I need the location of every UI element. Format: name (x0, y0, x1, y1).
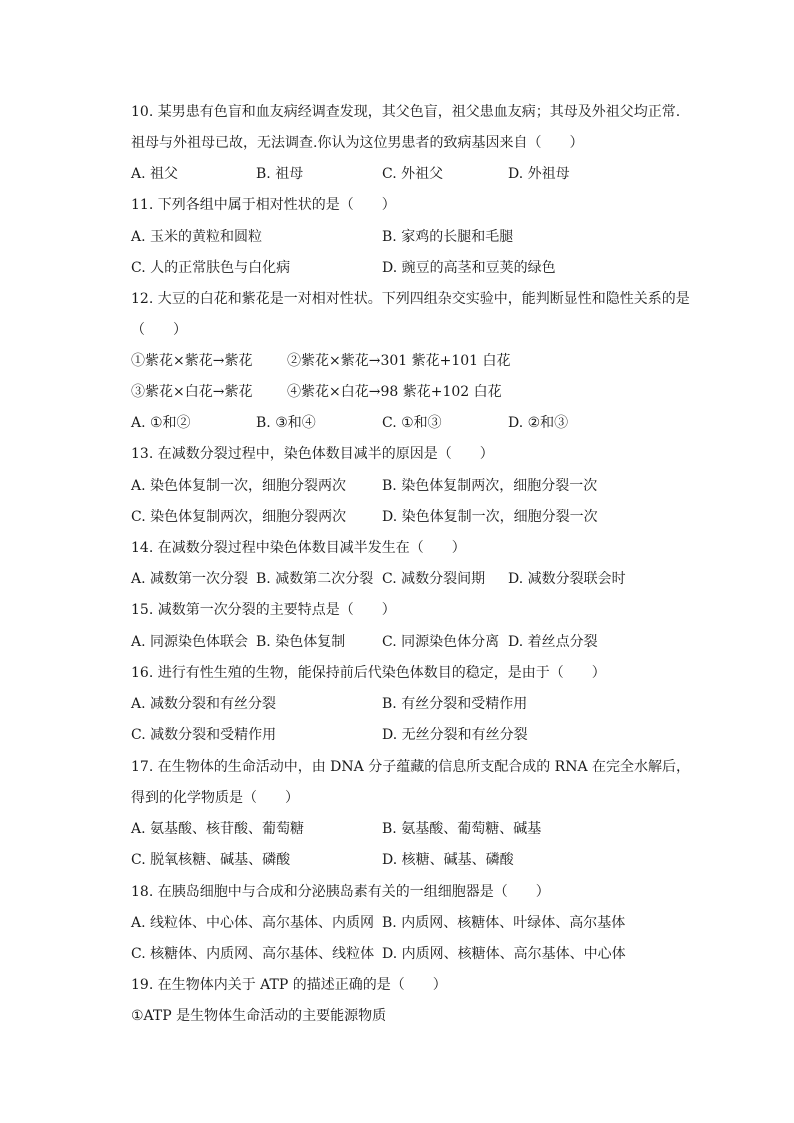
question-12-stem-cont: （ ） (131, 322, 187, 338)
question-18-option-d: D. 内质网、核糖体、高尔基体、中心体 (382, 946, 626, 962)
question-10-option-b: B. 祖母 (256, 166, 304, 182)
question-17-stem: 17. 在生物体的生命活动中，由 DNA 分子蕴藏的信息所支配合成的 RNA 在完全水解后， (131, 759, 690, 775)
question-10-stem: 10. 某男患有色盲和血友病经调查发现，其父色盲，祖父患血友病；其母及外祖父均正常. (131, 104, 681, 120)
question-10-option-d: D. 外祖母 (508, 166, 570, 182)
question-14-option-c: C. 减数分裂间期 (382, 571, 486, 587)
question-12-item-1: ①紫花×紫花→紫花 (131, 353, 253, 369)
question-15-option-d: D. 着丝点分裂 (508, 634, 598, 650)
question-15-option-b: B. 染色体复制 (256, 634, 346, 650)
question-18-option-a: A. 线粒体、中心体、高尔基体、内质网 (131, 915, 375, 931)
question-12-option-d: D. ②和③ (508, 415, 569, 431)
question-16-option-b: B. 有丝分裂和受精作用 (382, 696, 528, 712)
question-12-option-a: A. ①和② (131, 415, 191, 431)
question-15-option-a: A. 同源染色体联会 (131, 634, 249, 650)
question-16-option-d: D. 无丝分裂和有丝分裂 (382, 727, 528, 743)
question-11-option-c: C. 人的正常肤色与白化病 (131, 260, 291, 276)
question-17-option-c: C. 脱氧核糖、碱基、磷酸 (131, 852, 291, 868)
question-16-option-a: A. 减数分裂和有丝分裂 (131, 696, 277, 712)
question-15-option-c: C. 同源染色体分离 (382, 634, 500, 650)
question-18-stem: 18. 在胰岛细胞中与合成和分泌胰岛素有关的一组细胞器是（ ） (131, 884, 550, 900)
question-16-option-c: C. 减数分裂和受精作用 (131, 727, 277, 743)
question-19-stem: 19. 在生物体内关于 ATP 的描述正确的是（ ） (131, 977, 447, 993)
question-11-option-b: B. 家鸡的长腿和毛腿 (382, 229, 514, 245)
question-11-stem: 11. 下列各组中属于相对性状的是（ ） (131, 197, 396, 213)
question-14-stem: 14. 在减数分裂过程中染色体数目减半发生在（ ） (131, 540, 466, 556)
question-12-option-b: B. ③和④ (256, 415, 316, 431)
question-11-option-d: D. 豌豆的高茎和豆荚的绿色 (382, 260, 556, 276)
question-11-option-a: A. 玉米的黄粒和圆粒 (131, 229, 263, 245)
question-12-item-3: ③紫花×白花→紫花 (131, 384, 253, 400)
question-13-option-a: A. 染色体复制一次，细胞分裂两次 (131, 478, 347, 494)
question-15-stem: 15. 减数第一次分裂的主要特点是（ ） (131, 602, 396, 618)
question-10-option-a: A. 祖父 (131, 166, 179, 182)
question-10-option-c: C. 外祖父 (382, 166, 444, 182)
question-12-item-4: ④紫花×白花→98 紫花+102 白花 (287, 384, 502, 400)
question-18-option-c: C. 核糖体、内质网、高尔基体、线粒体 (131, 946, 375, 962)
question-13-option-d: D. 染色体复制一次，细胞分裂一次 (382, 509, 598, 525)
question-17-stem-cont: 得到的化学物质是（ ） (131, 790, 299, 806)
question-12-option-c: C. ①和③ (382, 415, 442, 431)
question-12-item-2: ②紫花×紫花→301 紫花+101 白花 (287, 353, 511, 369)
question-12-stem: 12. 大豆的白花和紫花是一对相对性状。下列四组杂交实验中，能判断显性和隐性关系的是 (131, 291, 690, 307)
question-13-stem: 13. 在减数分裂过程中，染色体数目减半的原因是（ ） (131, 446, 494, 462)
question-17-option-b: B. 氨基酸、葡萄糖、碱基 (382, 821, 542, 837)
question-14-option-a: A. 减数第一次分裂 (131, 571, 249, 587)
question-17-option-d: D. 核糖、碱基、磷酸 (382, 852, 514, 868)
question-17-option-a: A. 氨基酸、核苷酸、葡萄糖 (131, 821, 305, 837)
question-13-option-c: C. 染色体复制两次，细胞分裂两次 (131, 509, 347, 525)
question-14-option-b: B. 减数第二次分裂 (256, 571, 374, 587)
question-18-option-b: B. 内质网、核糖体、叶绿体、高尔基体 (382, 915, 626, 931)
question-13-option-b: B. 染色体复制两次，细胞分裂一次 (382, 478, 598, 494)
question-16-stem: 16. 进行有性生殖的生物，能保持前后代染色体数目的稳定，是由于（ ） (131, 665, 606, 681)
question-10-stem-cont: 祖母与外祖母已故，无法调查.你认为这位男患者的致病基因来自（ ） (131, 135, 584, 151)
question-14-option-d: D. 减数分裂联会时 (508, 571, 626, 587)
question-19-item-1: ①ATP 是生物体生命活动的主要能源物质 (131, 1008, 387, 1024)
